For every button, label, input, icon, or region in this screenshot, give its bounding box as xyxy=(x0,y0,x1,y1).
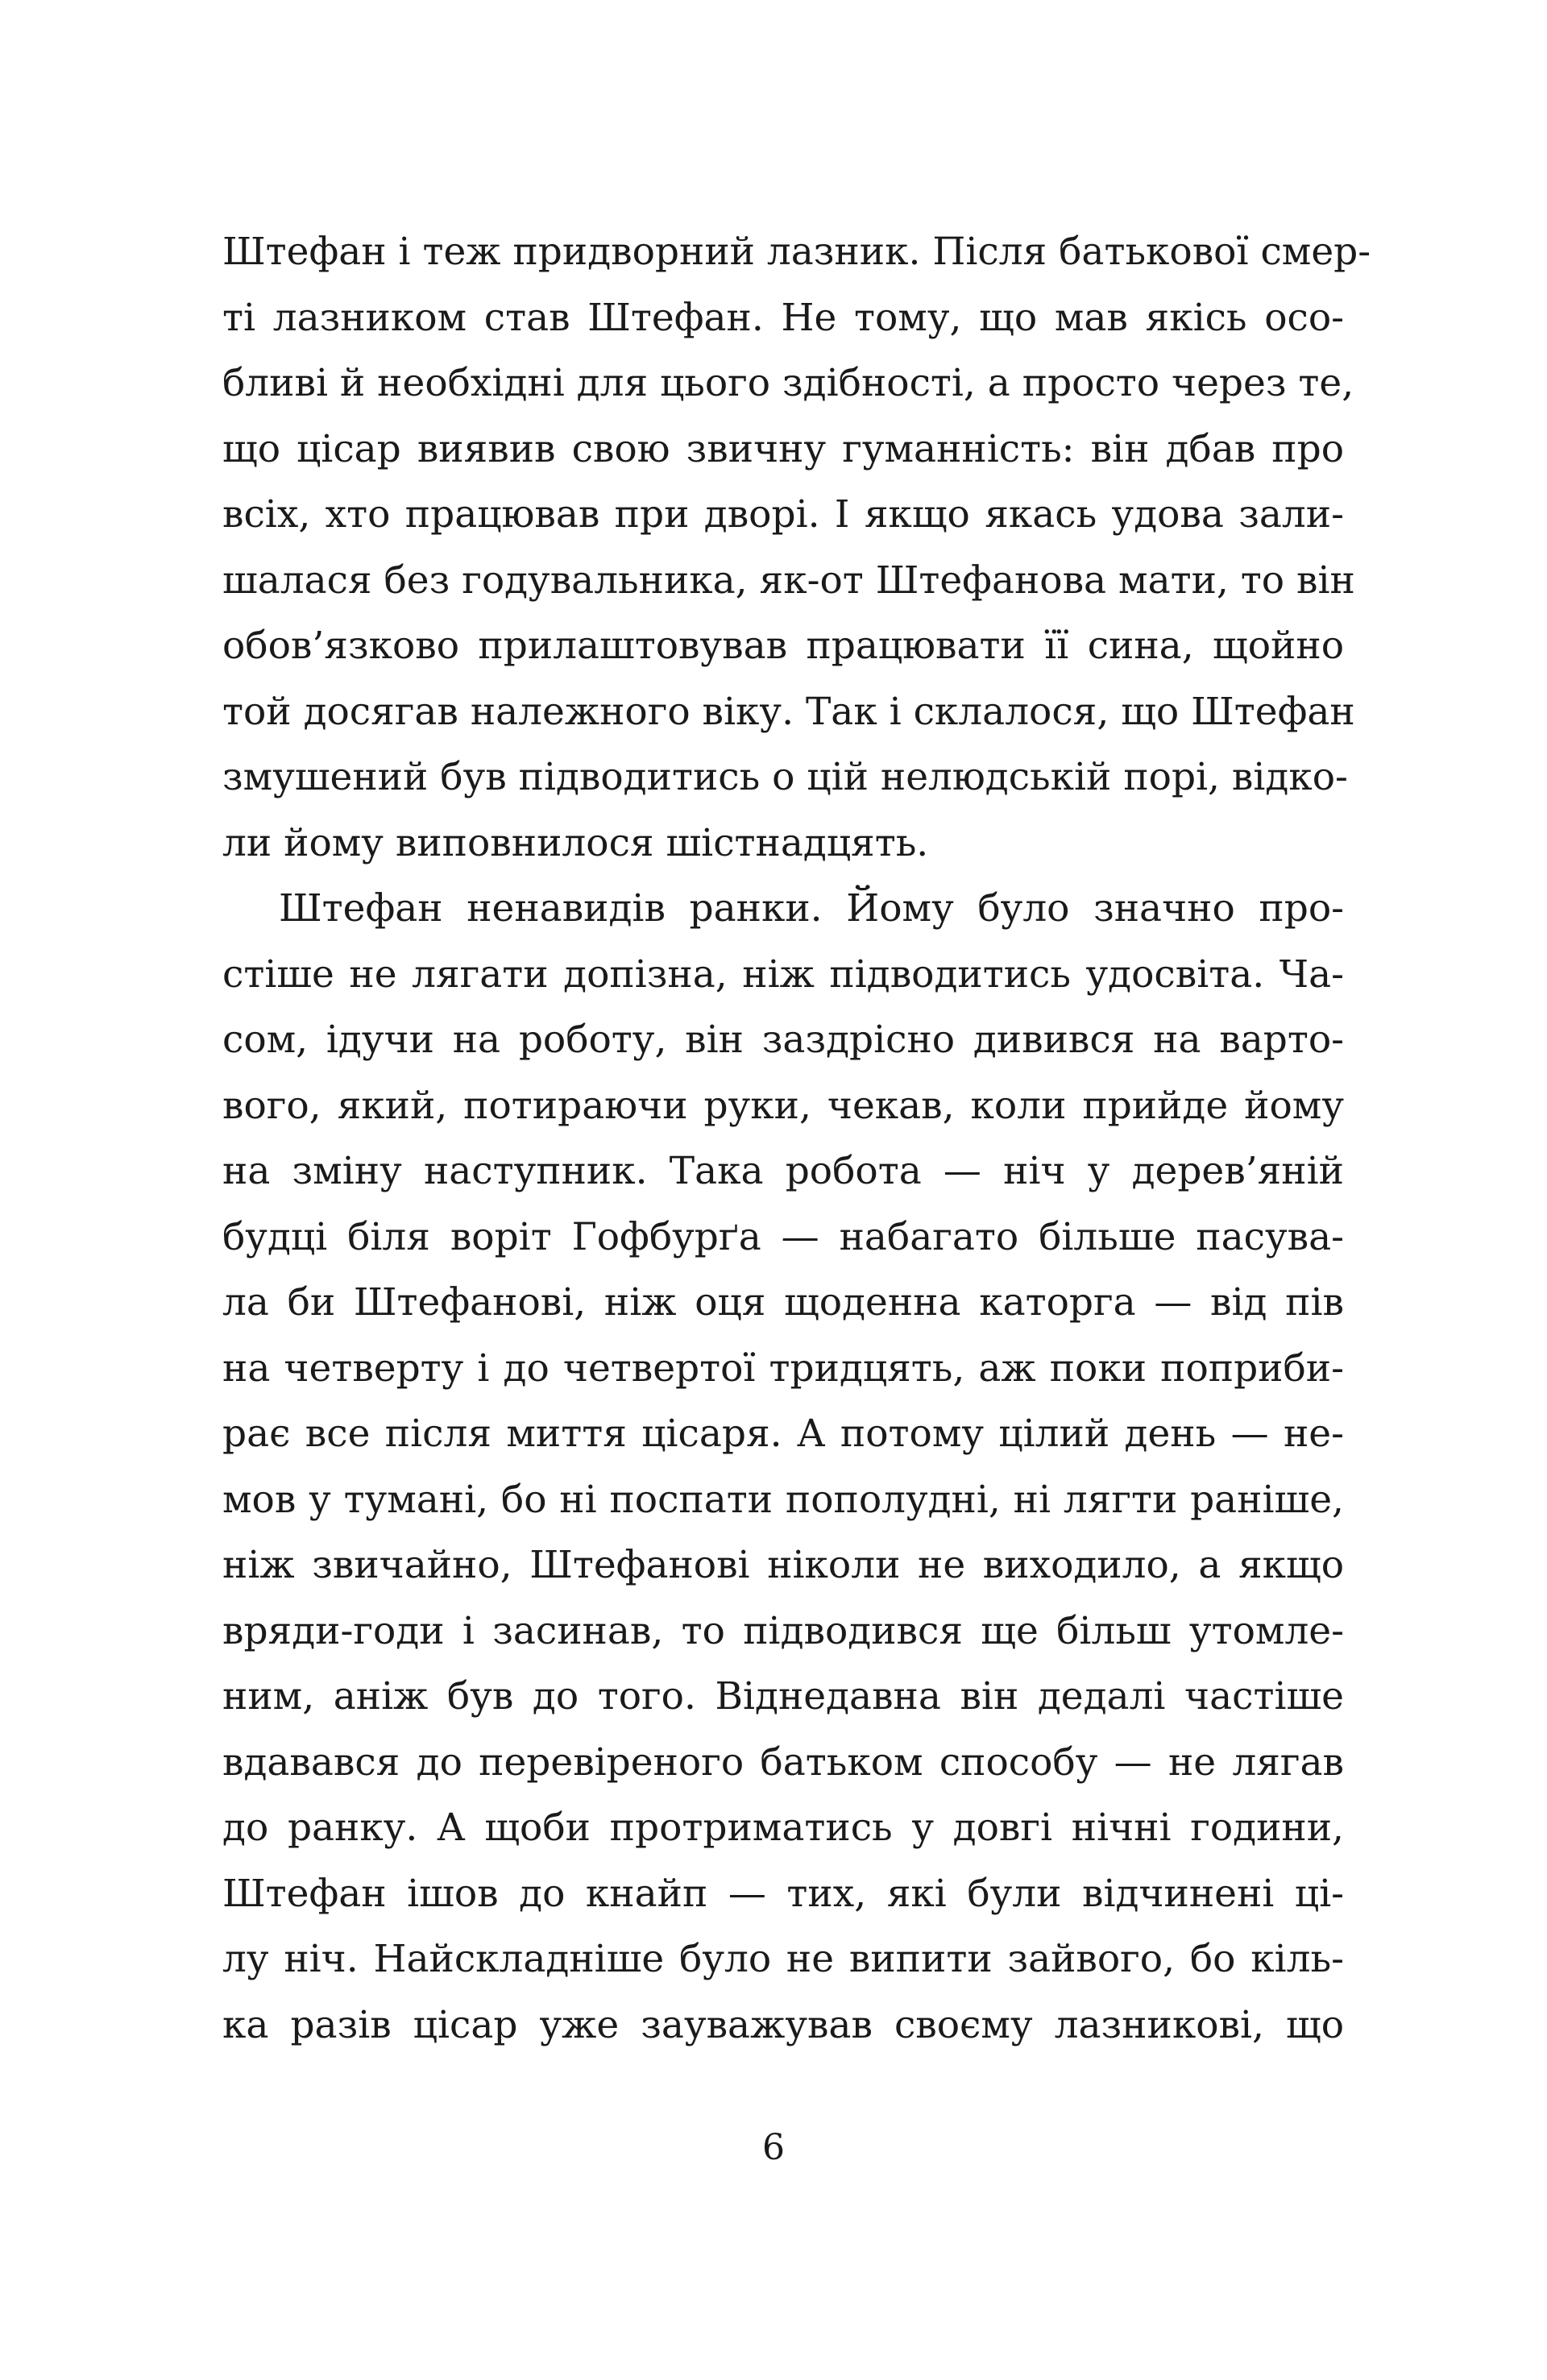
text-line: сом, ідучи на роботу, він заздрісно дивився на варто- xyxy=(222,1018,1344,1062)
text-line: ним, аніж був до того. Віднедавна він дедалі частіше xyxy=(222,1674,1344,1719)
text-line: ті лазником став Штефан. Не тому, що мав якісь осо- xyxy=(222,295,1344,340)
text-line: стіше не лягати допізна, ніж підводитись удосвіта. Ча- xyxy=(222,952,1344,997)
text-line: ла би Штефанові, ніж оця щоденна каторга — від пів xyxy=(222,1280,1344,1325)
page-number: 6 xyxy=(762,2127,785,2168)
text-line: змушений був підводитись о цій нелюдській порі, відко- xyxy=(222,755,1348,799)
text-line: шалася без годувальника, як-от Штефанова мати, то він xyxy=(222,558,1355,603)
body-text xyxy=(222,219,1371,2058)
text-line: будці біля воріт Гофбурґа — набагато більше пасува- xyxy=(222,1214,1344,1259)
text-line: той досягав належного віку. Так і склалося, що Штефан xyxy=(222,689,1355,734)
text-line: ка разів цісар уже зауважував своєму лазникові, що xyxy=(222,2002,1344,2047)
text-line: всіх, хто працював при дворі. І якщо якась удова зали- xyxy=(222,492,1344,537)
text-line: до ранку. А щоби протриматись у довгі нічні години, xyxy=(222,1806,1344,1850)
text-line: мов у тумані, бо ні поспати пополудні, ні лягти раніше, xyxy=(222,1477,1344,1522)
text-line: ніж звичайно, Штефанові ніколи не виходило, а якщо xyxy=(222,1543,1344,1587)
text-line: лу ніч. Найскладніше було не випити зайвого, бо кіль- xyxy=(222,1937,1344,1981)
text-line: на зміну наступник. Така робота — ніч у дерев’яній xyxy=(222,1149,1344,1193)
text-line: вряди-годи і засинав, то підводився ще більш утомле- xyxy=(222,1608,1344,1653)
text-line: вого, який, потираючи руки, чекав, коли прийде йому xyxy=(222,1083,1344,1128)
text-line: що цісар виявив свою звичну гуманність: він дбав про xyxy=(222,426,1344,471)
text-line: Штефан і теж придворний лазник. Після батькової смер- xyxy=(222,230,1371,274)
text-line: Штефан ішов до кнайп — тих, які були відчинені ці- xyxy=(222,1871,1344,1916)
text-line: обов’язково прилаштовував працювати її сина, щойно xyxy=(222,624,1344,668)
text-line: на четверту і до четвертої тридцять, аж поки поприби- xyxy=(222,1345,1344,1391)
text-line: Штефан ненавидів ранки. Йому було значно про- xyxy=(279,886,1344,931)
text-line: бливі й необхідні для цього здібності, а просто через те, xyxy=(222,361,1354,405)
text-line: рає все після миття цісаря. А потому цілий день — не- xyxy=(222,1412,1344,1456)
text-line: вдавався до перевіреного батьком способу — не лягав xyxy=(222,1739,1344,1785)
text-line: ли йому виповнилося шістнадцять. xyxy=(222,820,929,865)
